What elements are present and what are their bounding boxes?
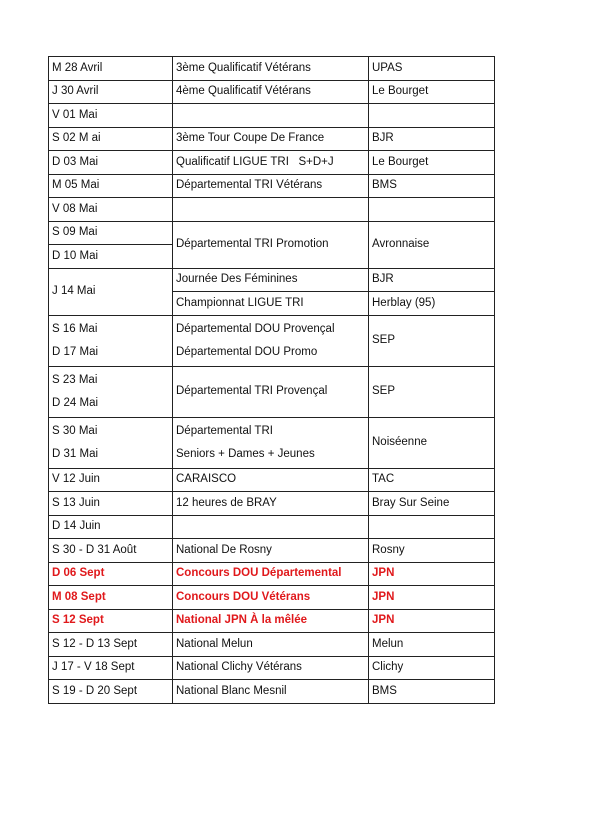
competition-schedule-table (48, 56, 495, 704)
club-cell (369, 104, 495, 128)
club-cell (369, 515, 495, 539)
date-line: D 31 Mai (52, 447, 99, 460)
date-cell: D 03 Mai (49, 151, 173, 175)
event-cell: 3ème Tour Coupe De France (173, 127, 369, 151)
club-cell: Le Bourget (369, 151, 495, 175)
date-cell: S 13 Juin (49, 492, 173, 516)
event-line: Départemental DOU Promo (176, 345, 318, 358)
event-cell (173, 315, 369, 366)
date-line: D 17 Mai (52, 345, 99, 358)
table-row (49, 656, 495, 680)
table-row (49, 315, 495, 366)
date-cell: V 12 Juin (49, 468, 173, 492)
event-cell: National JPN À la mêlée (173, 609, 369, 633)
event-cell (173, 198, 369, 222)
date-cell: S 09 Mai (49, 221, 173, 245)
event-cell (173, 417, 369, 468)
club-cell: BJR (369, 127, 495, 151)
event-line: Départemental TRI (176, 424, 273, 437)
date-line: S 16 Mai (52, 322, 98, 335)
event-cell: 12 heures de BRAY (173, 492, 369, 516)
date-cell: M 28 Avril (49, 57, 173, 81)
club-cell: Rosny (369, 539, 495, 563)
table-row-highlighted (49, 562, 495, 586)
date-cell (49, 417, 173, 468)
event-cell: Concours DOU Vétérans (173, 586, 369, 610)
date-cell: J 17 - V 18 Sept (49, 656, 173, 680)
table-row-highlighted (49, 586, 495, 610)
date-cell: D 14 Juin (49, 515, 173, 539)
event-cell: Départemental TRI Provençal (173, 366, 369, 417)
event-line: Seniors + Dames + Jeunes (176, 447, 315, 460)
table-row (49, 633, 495, 657)
date-cell: S 30 - D 31 Août (49, 539, 173, 563)
club-cell: TAC (369, 468, 495, 492)
club-cell: Le Bourget (369, 80, 495, 104)
date-line: S 23 Mai (52, 373, 98, 386)
date-cell: M 08 Sept (49, 586, 173, 610)
table-row (49, 174, 495, 198)
table-row (49, 268, 495, 292)
table-row (49, 198, 495, 222)
club-cell: JPN (369, 586, 495, 610)
date-line: S 30 Mai (52, 424, 98, 437)
event-line: Départemental DOU Provençal (176, 322, 335, 335)
date-cell: S 02 M ai (49, 127, 173, 151)
event-cell: National Blanc Mesnil (173, 680, 369, 704)
date-cell: S 12 Sept (49, 609, 173, 633)
event-cell: Départemental TRI Vétérans (173, 174, 369, 198)
table-row-highlighted (49, 609, 495, 633)
club-cell (369, 198, 495, 222)
club-cell: Melun (369, 633, 495, 657)
event-cell: Qualificatif LIGUE TRI S+D+J (173, 151, 369, 175)
date-cell (49, 366, 173, 417)
table-row (49, 80, 495, 104)
event-cell: CARAISCO (173, 468, 369, 492)
club-cell: Herblay (95) (369, 292, 495, 316)
date-cell: S 19 - D 20 Sept (49, 680, 173, 704)
club-cell: Avronnaise (369, 221, 495, 268)
club-cell: SEP (369, 315, 495, 366)
event-cell (173, 104, 369, 128)
date-cell: V 08 Mai (49, 198, 173, 222)
table-row (49, 680, 495, 704)
table-row (49, 366, 495, 417)
club-cell: Noiséenne (369, 417, 495, 468)
table-row (49, 104, 495, 128)
club-cell: UPAS (369, 57, 495, 81)
event-cell: 3ème Qualificatif Vétérans (173, 57, 369, 81)
table-row (49, 127, 495, 151)
club-cell: Bray Sur Seine (369, 492, 495, 516)
event-cell: Championnat LIGUE TRI (173, 292, 369, 316)
table-row (49, 151, 495, 175)
date-cell: M 05 Mai (49, 174, 173, 198)
event-cell (173, 515, 369, 539)
event-cell: Journée Des Féminines (173, 268, 369, 292)
table-row (49, 539, 495, 563)
table-row (49, 492, 495, 516)
club-cell: BMS (369, 174, 495, 198)
event-cell: Départemental TRI Promotion (173, 221, 369, 268)
event-cell: Concours DOU Départemental (173, 562, 369, 586)
table-row (49, 468, 495, 492)
club-cell: Clichy (369, 656, 495, 680)
date-cell: J 14 Mai (49, 268, 173, 315)
club-cell: JPN (369, 562, 495, 586)
table-row (49, 515, 495, 539)
club-cell: SEP (369, 366, 495, 417)
date-cell: J 30 Avril (49, 80, 173, 104)
club-cell: BJR (369, 268, 495, 292)
date-cell: D 10 Mai (49, 245, 173, 269)
table-row (49, 221, 495, 245)
date-cell (49, 315, 173, 366)
event-cell: National Clichy Vétérans (173, 656, 369, 680)
event-cell: 4ème Qualificatif Vétérans (173, 80, 369, 104)
club-cell: BMS (369, 680, 495, 704)
date-cell: S 12 - D 13 Sept (49, 633, 173, 657)
club-cell: JPN (369, 609, 495, 633)
table-row (49, 417, 495, 468)
date-cell: V 01 Mai (49, 104, 173, 128)
date-cell: D 06 Sept (49, 562, 173, 586)
event-cell: National Melun (173, 633, 369, 657)
table-row (49, 57, 495, 81)
event-cell: National De Rosny (173, 539, 369, 563)
date-line: D 24 Mai (52, 396, 99, 409)
